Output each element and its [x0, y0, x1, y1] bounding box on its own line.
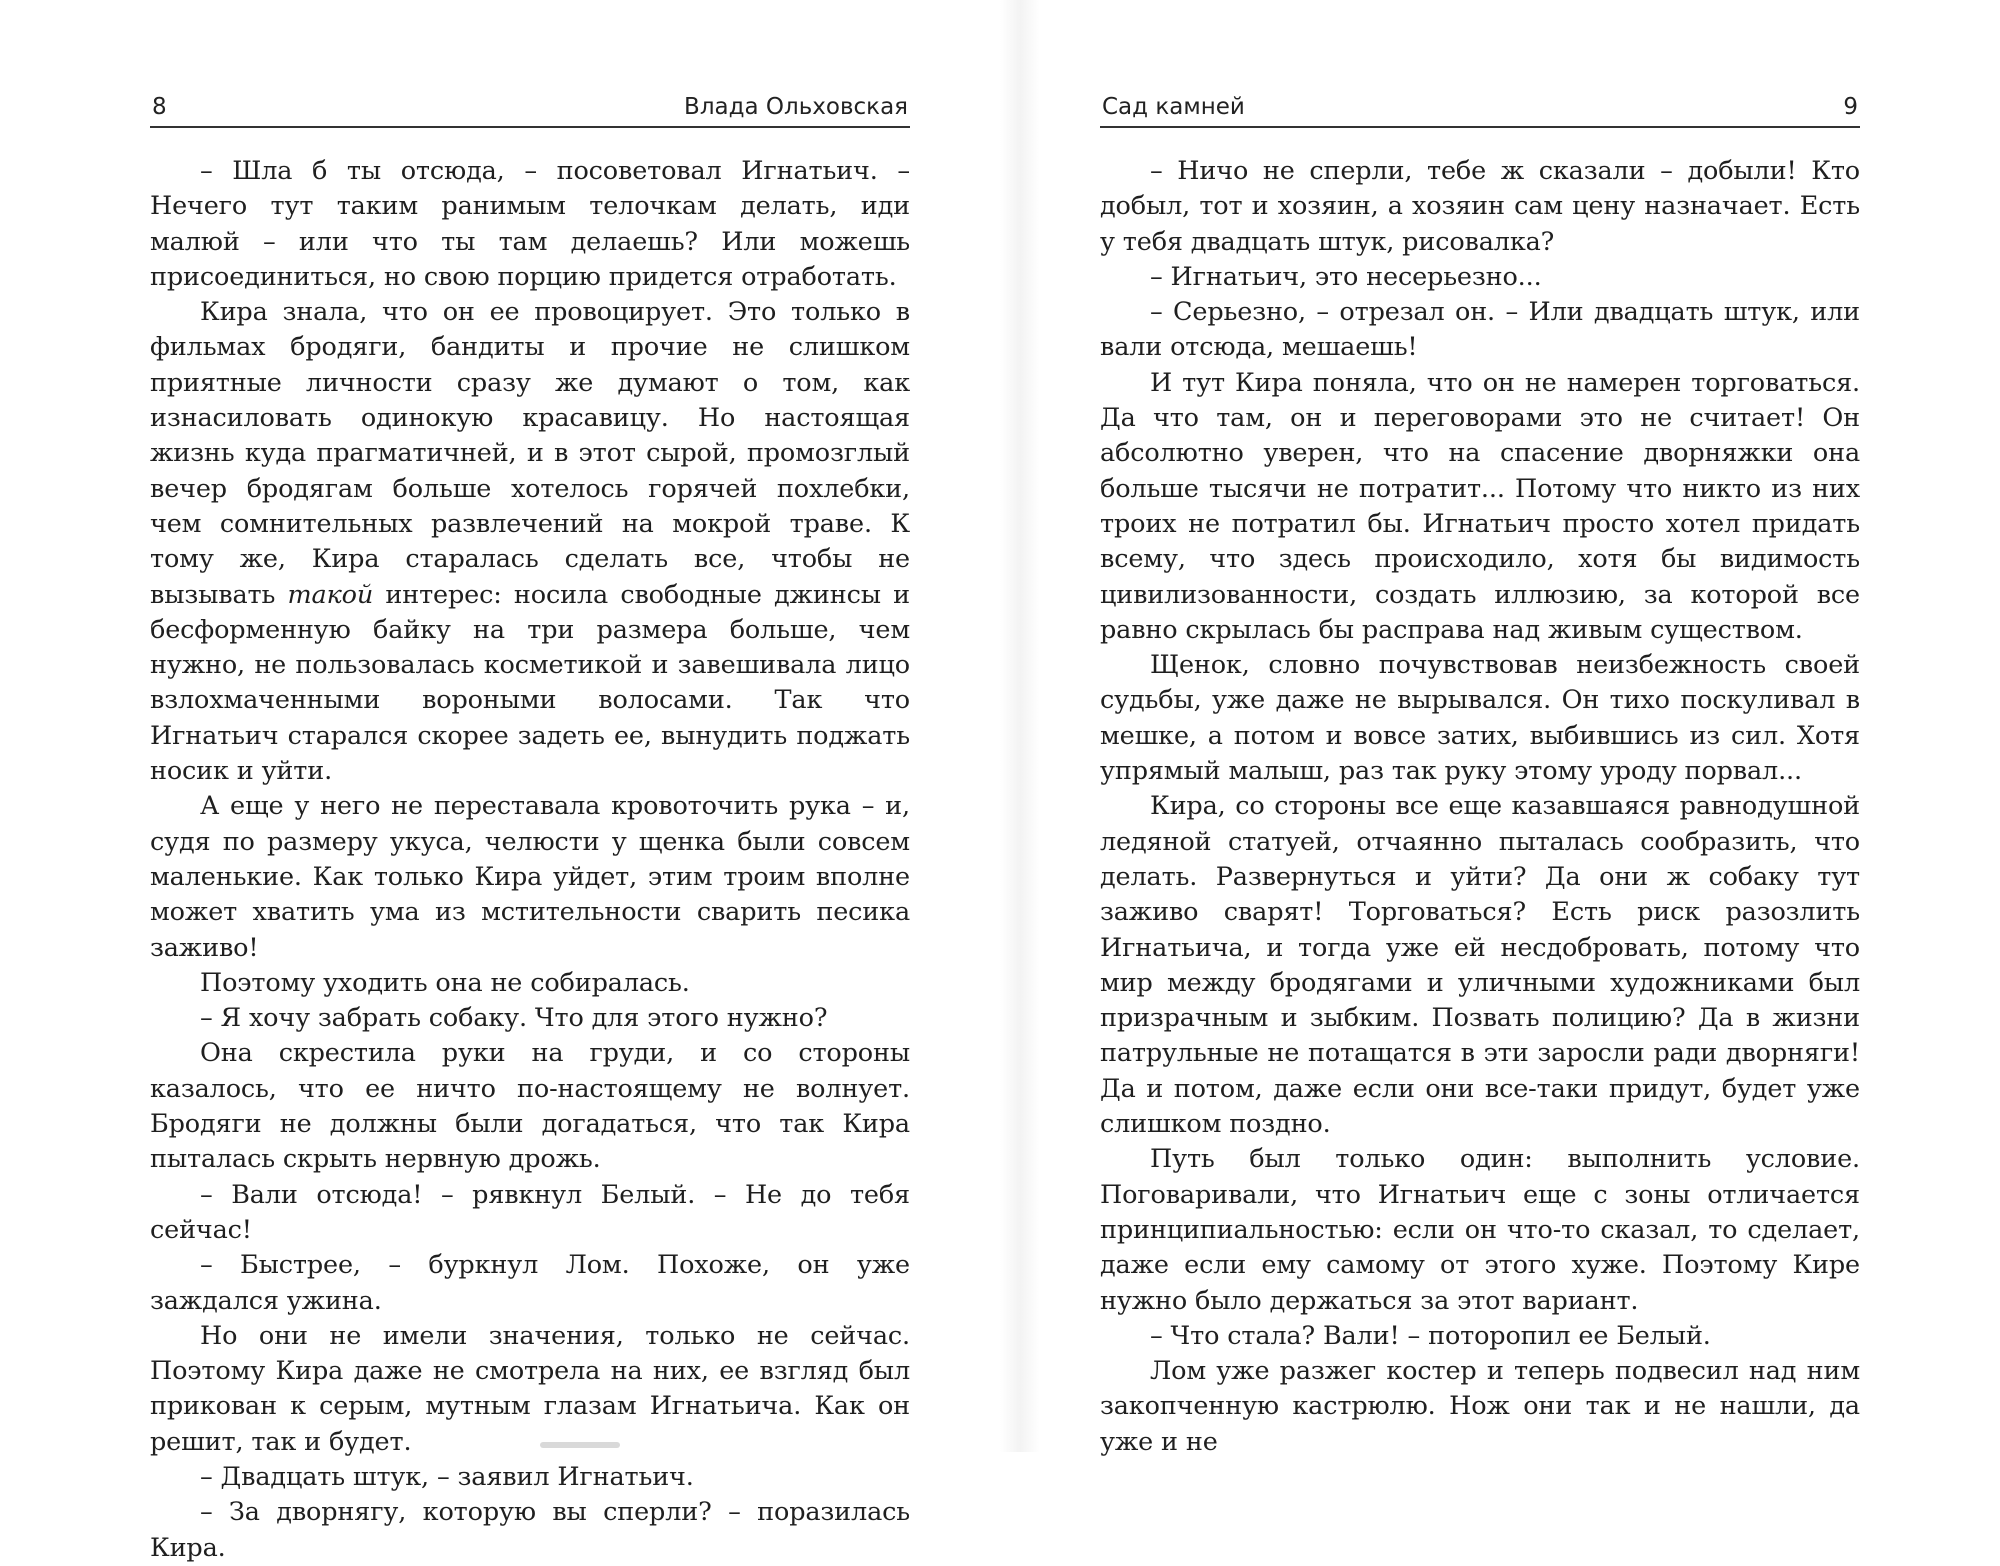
- left-body-text: [150, 154, 910, 1566]
- paragraph: Она скрестила руки на груди, и со стороны казалось, что ее ничто по-настоящему не волнует. Бродяги не должны были догадаться, что так Кира пыталась скрыть нервную дрожь.: [150, 1038, 910, 1175]
- right-body-text: [1100, 154, 1860, 1460]
- paragraph: – Вали отсюда! – рявкнул Белый. – Не до тебя сейчас!: [150, 1179, 910, 1245]
- book-gutter: [1000, 0, 1040, 1452]
- paragraph: Кира знала, что он ее провоцирует. Это только в фильмах бродяги, бандиты и прочие не слишком приятные личности сразу же думают о том, как изнасиловать одинокую красавицу. Но настоящая жизнь куда прагматичней, и в этот сырой, промозглый вечер бродягам больше хотелось горячей похлебки, чем сомнительных развлечений на мокрой траве. К тому же, Кира старалась сделать все, чтобы не вызывать такой интерес: носила свободные джинсы и бесформенную байку на три размера больше, чем нужно, не пользовалась косметикой и завешивала лицо взлохмаченными вороными волосами. Так что Игнатьич старался скорее задеть ее, вынудить поджать носик и уйти.: [150, 297, 910, 787]
- page-number: 8: [152, 94, 167, 120]
- author-name: Влада Ольховская: [684, 94, 908, 120]
- paragraph: – Двадцать штук, – заявил Игнатьич.: [200, 1461, 694, 1492]
- paragraph: А еще у него не переставала кровоточить рука – и, судя по размеру укуса, челюсти у щенка были совсем маленькие. Как только Кира уйдет, этим троим вполне может хватить ума из мстительности сварить песика заживо!: [150, 791, 910, 963]
- page-number: 9: [1843, 94, 1858, 120]
- paragraph: Но они не имели значения, только не сейчас. Поэтому Кира даже не смотрела на них, ее взгляд был прикован к серым, мутным глазам Игнатьича. Как он решит, так и будет.: [150, 1320, 910, 1457]
- paragraph: – За дворнягу, которую вы сперли? – поразилась Кира.: [150, 1497, 910, 1563]
- right-running-head: [1100, 90, 1860, 128]
- paragraph: – Шла б ты отсюда, – посоветовал Игнатьич. – Нечего тут таким ранимым телочкам делать, иди малюй – или что ты там делаешь? Или можешь присоединиться, но свою порцию придется отработать.: [150, 156, 910, 292]
- left-page: [150, 90, 910, 1566]
- paragraph: – Я хочу забрать собаку. Что для этого нужно?: [200, 1003, 828, 1034]
- left-running-head: [150, 90, 910, 128]
- paragraph: Путь был только один: выполнить условие. Поговаривали, что Игнатьич еще с зоны отличается принципиальностью: если он что-то сказал, то сделает, даже если ему самому от этого хуже. Поэтому Кире нужно было держаться за этот вариант.: [1100, 1144, 1860, 1316]
- paragraph: И тут Кира поняла, что он не намерен торговаться. Да что там, он и переговорами это не считает! Он абсолютно уверен, что на спасение дворняжки она больше тысячи не потратит... Потому что никто из них троих не потратил бы. Игнатьич просто хотел придать всему, что здесь происходило, хотя бы видимость цивилизованности, создать иллюзию, за которой все равно скрылась бы расправа над живым существом.: [1100, 367, 1860, 645]
- paragraph: Щенок, словно почувствовав неизбежность своей судьбы, уже даже не вырывался. Он тихо поскуливал в мешке, а потом и вовсе затих, выбившись из сил. Хотя упрямый малыш, раз так руку этому уроду порвал...: [1100, 650, 1860, 787]
- paragraph: – Что стала? Вали! – поторопил ее Белый.: [1150, 1320, 1711, 1351]
- paragraph: – Ничо не сперли, тебе ж сказали – добыли! Кто добыл, тот и хозяин, а хозяин сам цену назначает. Есть у тебя двадцать штук, рисовалка?: [1100, 156, 1860, 257]
- italic-word: такой: [287, 579, 374, 610]
- book-title: Сад камней: [1102, 94, 1245, 120]
- scan-artifact: [540, 1442, 620, 1448]
- paragraph: – Серьезно, – отрезал он. – Или двадцать штук, или вали отсюда, мешаешь!: [1100, 297, 1860, 363]
- paragraph: Лом уже разжег костер и теперь подвесил над ним закопченную кастрюлю. Нож они так и не нашли, да уже и не: [1100, 1356, 1860, 1457]
- paragraph: – Игнатьич, это несерьезно...: [1150, 261, 1542, 292]
- paragraph: Кира, со стороны все еще казавшаяся равнодушной ледяной статуей, отчаянно пыталась сообразить, что делать. Развернуться и уйти? Да они ж собаку тут заживо сварят! Торговаться? Есть риск разозлить Игнатьича, и тогда уже ей несдобровать, потому что мир между бродягами и уличными художниками был призрачным и зыбким. Позвать полицию? Да в жизни патрульные не потащатся в эти заросли ради дворняги! Да и потом, даже если они все-таки придут, будет уже слишком поздно.: [1100, 791, 1860, 1140]
- right-page: [1100, 90, 1860, 1460]
- paragraph: – Быстрее, – буркнул Лом. Похоже, он уже заждался ужина.: [150, 1250, 910, 1316]
- paragraph: Поэтому уходить она не собиралась.: [200, 967, 690, 998]
